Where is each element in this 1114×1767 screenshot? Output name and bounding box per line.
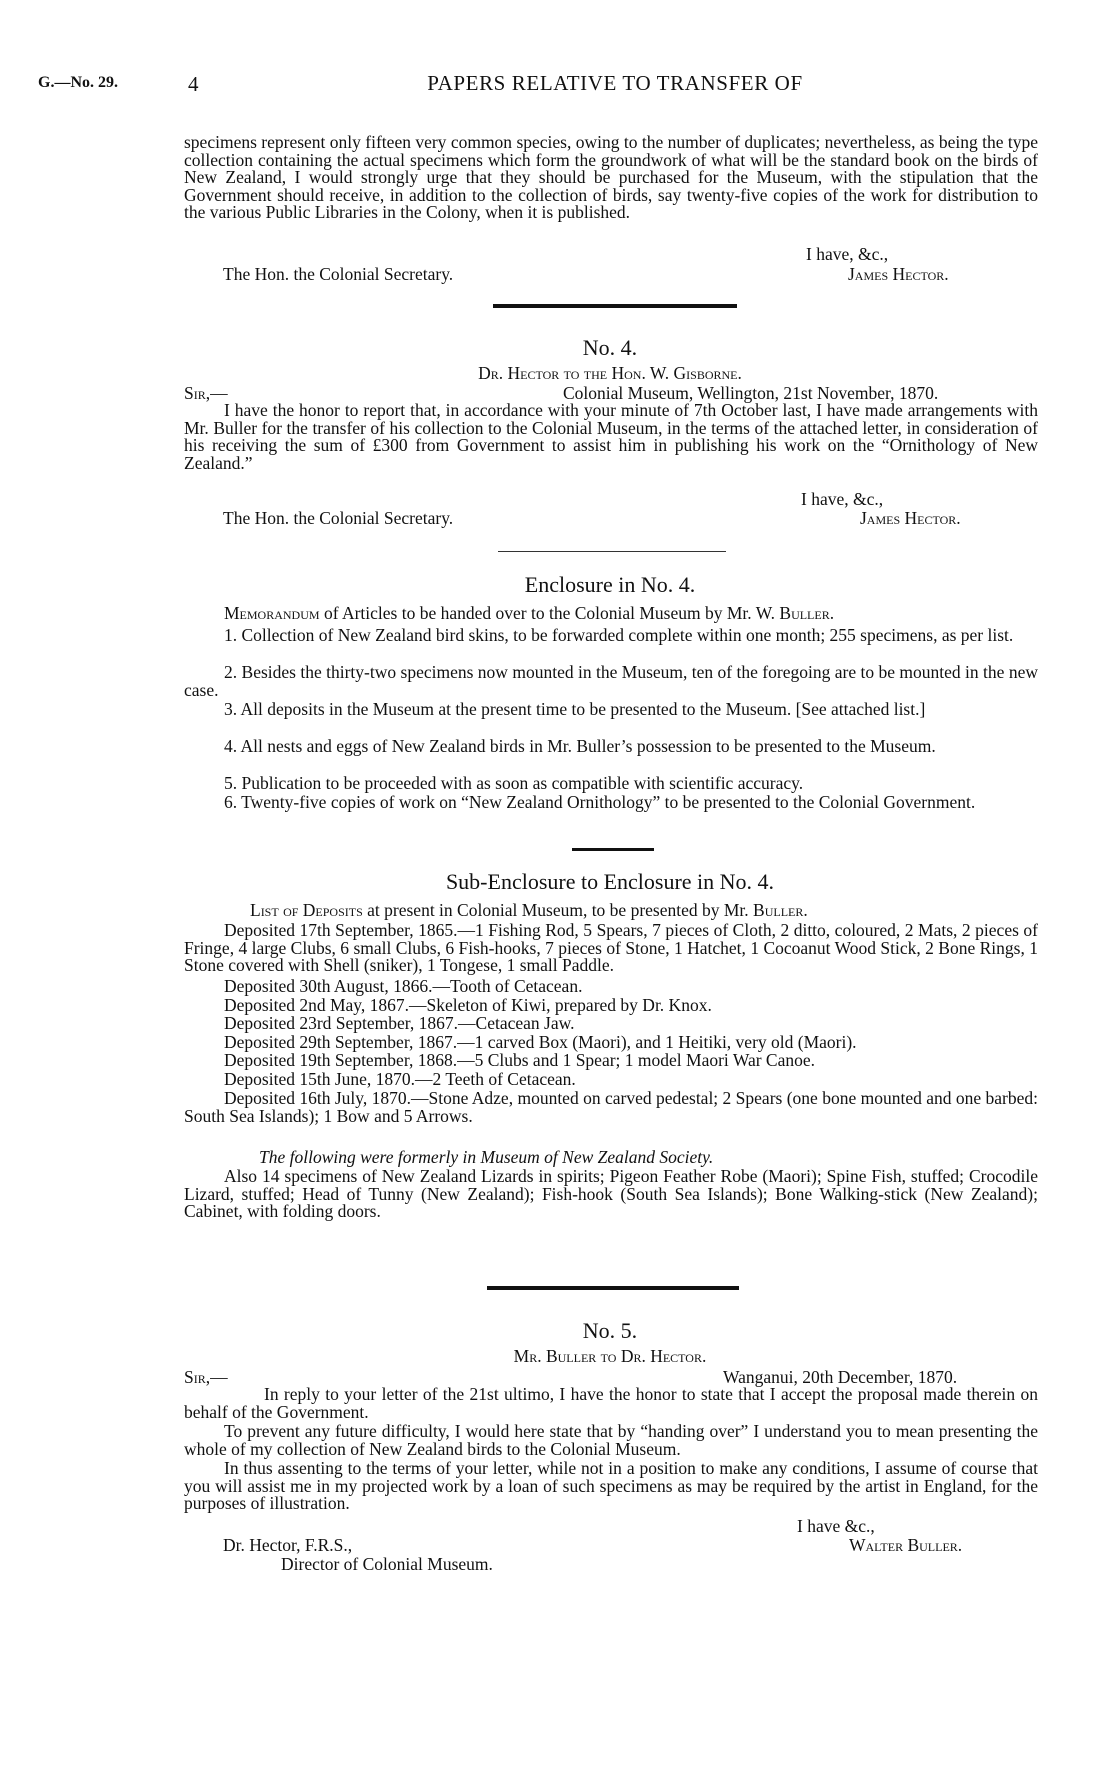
enclosure-item: 4. All nests and eggs of New Zealand birds in Mr. Buller’s possession to be presented to the Museum. [224,736,936,756]
page-number: 4 [188,72,199,96]
deposits-list-end: . [803,900,808,920]
no5-salutation: Sir,— [184,1367,228,1387]
no4-from-to: Dr. Hector to the Hon. W. Gisborne. [478,363,742,383]
enclosure-item: 6. Twenty-five copies of work on “New Zealand Ornithology” to be presented to the Colonial Government. [224,792,976,812]
sub-enclosure-heading: Sub-Enclosure to Enclosure in No. 4. [445,869,775,894]
letter3-addressee: The Hon. the Colonial Secretary. [223,264,454,284]
enclosure-item: 1. Collection of New Zealand bird skins, to be forwarded complete within one month; 255 specimens, as per list. [224,625,1014,645]
deposit-entry: Deposited 17th September, 1865.—1 Fishing Rod, 5 Spears, 7 pieces of Cloth, 2 ditto, coloured, 2 Mats, 2 pieces of Fringe, 4 large Clubs, 6 small Clubs, 6 Fish-hooks, 7 pieces of Stone, 1 Hatchet, 1 Cocoanut Wood Stick, 2 Bone Rings, 1 Stone covered with Shell (sniker), 1 Tongese, 1 small Paddle. [184,920,1038,976]
no5-address-date: Wanganui, 20th December, 1870. [723,1367,958,1387]
memorandum-lead: Memorandum [224,603,320,623]
letter3-closing: I have, &c., [806,244,889,264]
deposit-entry: Deposited 2nd May, 1867.—Skeleton of Kiwi, prepared by Dr. Knox. [224,995,712,1015]
no5-paragraph: In reply to your letter of the 21st ultimo, I have the honor to state that I accept the proposal made therein on behalf of the Government. [184,1384,1038,1422]
letter3-signature: James Hector. [848,264,949,284]
no5-from-to: Mr. Buller to Dr. Hector. [513,1346,707,1366]
memorandum-title [224,603,834,624]
document-reference: G.—No. 29. [38,74,118,91]
also-list: Also 14 specimens of New Zealand Lizards in spirits; Pigeon Feather Robe (Maori); Spine Fish, stuffed; Crocodile Lizard, stuffed; Head of Tunny (New Zealand); Fish-hook (South Sea Islands); Bone Walking-stick (New Zealand); Cabinet, with folding doors. [184,1166,1038,1222]
no5-signature: Walter Buller. [849,1535,963,1555]
enclosure-heading: Enclosure in No. 4. [524,572,696,597]
enclosure-item: 2. Besides the thirty-two specimens now mounted in the Museum, ten of the foregoing are to be mounted in the new case. [184,662,1038,700]
no5-addressee-title: Director of Colonial Museum. [281,1554,493,1574]
deposit-entry: Deposited 16th July, 1870.—Stone Adze, mounted on carved pedestal; 2 Spears (one bone mounted and one barbed: South Sea Islands); 1 Bow and 5 Arrows. [184,1088,1038,1126]
section-rule [572,848,654,851]
no4-address-date: Colonial Museum, Wellington, 21st November, 1870. [563,383,939,403]
deposits-list-name: Buller [753,900,804,920]
section-rule [487,1286,739,1290]
no5-heading: No. 5. [582,1318,638,1343]
no4-body: I have the honor to report that, in accordance with your minute of 7th October last, I have made arrangements with Mr. Buller for the transfer of his collection to the Colonial Museum, in the terms of the attached letter, in consideration of his receiving the sum of £300 from Government to assist him in publishing his work on the “Ornithology of New Zealand.” [184,400,1038,473]
no5-addressee-name: Dr. Hector, F.R.S., [223,1535,353,1555]
memorandum-end: . [829,603,835,623]
memorandum-text: of Articles to be handed over to the Colonial Museum by Mr. W. [319,603,780,623]
no4-heading: No. 4. [582,335,638,360]
no4-salutation: Sir,— [184,383,228,403]
enclosure-item: 5. Publication to be proceeded with as soon as compatible with scientific accuracy. [224,773,804,793]
section-rule [493,304,737,308]
no4-addressee: The Hon. the Colonial Secretary. [223,508,454,528]
enclosure-item: 3. All deposits in the Museum at the present time to be presented to the Museum. [See attached list.] [224,699,926,719]
deposit-entry: Deposited 30th August, 1866.—Tooth of Cetacean. [224,976,583,996]
no5-paragraph: To prevent any future difficulty, I would here state that by “handing over” I understand you to mean presenting the whole of my collection of New Zealand birds to the Colonial Museum. [184,1421,1038,1459]
letter3-paragraph: specimens represent only fifteen very common species, owing to the number of duplicates; nevertheless, as being the type collection containing the actual specimens which form the groundwork of what will be the standard book on the birds of New Zealand, I would strongly urge that they should be purchased for the Museum, with the stipulation that the Government should receive, in addition to the collection of birds, say twenty-five copies of the work for distribution to the various Public Libraries in the Colony, when it is published. [184,132,1038,223]
deposits-list-text: at present in Colonial Museum, to be presented by Mr. [362,900,754,920]
no4-signature: James Hector. [860,508,961,528]
section-rule [498,551,726,552]
deposit-entry: Deposited 19th September, 1868.—5 Clubs and 1 Spear; 1 model Maori War Canoe. [224,1050,816,1070]
deposit-entry: Deposited 23rd September, 1867.—Cetacean Jaw. [224,1013,575,1033]
no5-closing: I have &c., [797,1516,875,1536]
memorandum-name: Buller [779,603,830,623]
deposit-entry: Deposited 29th September, 1867.—1 carved Box (Maori), and 1 Heitiki, very old (Maori). [224,1032,857,1052]
deposits-list-title [250,900,808,921]
deposits-list-lead: List of Deposits [250,900,363,920]
deposit-entry: Deposited 15th June, 1870.—2 Teeth of Cetacean. [224,1069,576,1089]
no4-closing: I have, &c., [801,489,884,509]
formerly-note: The following were formerly in Museum of New Zealand Society. [259,1147,714,1167]
no5-paragraph: In thus assenting to the terms of your letter, while not in a position to make any conditions, I assume of course that you will assist me in my projected work by a loan of such specimens as may be required by the artist in England, for the purposes of illustration. [184,1458,1038,1514]
running-title: PAPERS RELATIVE TO TRANSFER OF [427,71,803,95]
